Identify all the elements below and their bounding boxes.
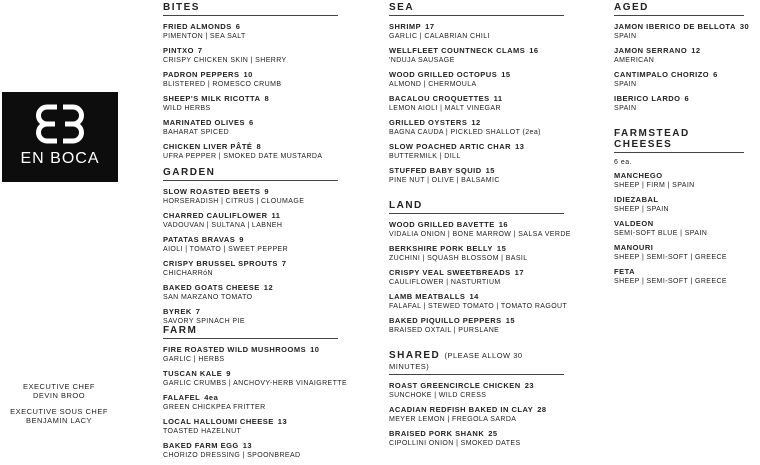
section-price-note: 6 ea.: [614, 159, 633, 166]
menu-item-price: 6: [713, 70, 718, 79]
menu-item-description: PIMENTON | SEA SALT: [163, 32, 246, 40]
menu-item-price: 11: [271, 211, 281, 220]
menu-item-name: CANTIMPALO CHORIZO: [614, 70, 710, 79]
menu-item-name: BACALOU CROQUETTES: [389, 94, 490, 103]
menu-item: [389, 220, 571, 239]
menu-item-name-row: [163, 211, 338, 221]
menu-section: [163, 167, 338, 331]
menu-item-name-row: [614, 94, 744, 104]
menu-item-name-row: [614, 46, 744, 56]
menu-section: [389, 350, 564, 453]
menu-item-price: 25: [488, 429, 498, 438]
menu-item-price: 23: [524, 381, 535, 390]
menu-section: [163, 325, 348, 465]
menu-section: [389, 200, 571, 340]
menu-item-name: WOOD GRILLED OCTOPUS: [389, 70, 498, 79]
menu-item-name: JAMON IBERICO DE BELLOTA: [614, 22, 736, 31]
menu-item-description: BRAISED OXTAIL | PURSLANE: [389, 326, 500, 334]
menu-item-name-row: [163, 142, 338, 152]
menu-item-name-row: [163, 417, 338, 427]
menu-item-name: BERKSHIRE PORK BELLY: [389, 244, 493, 253]
menu-item-name: CHARRED CAULIFLOWER: [163, 211, 268, 220]
menu-item-price: 12: [471, 118, 481, 127]
menu-item: [163, 417, 338, 436]
section-title-text: FARMSTEAD CHEESES: [614, 128, 690, 150]
menu-item-name: IDIEZABAL: [614, 195, 659, 204]
menu-item-description: SAN MARZANO TOMATO: [163, 293, 253, 301]
menu-item: [389, 244, 564, 263]
menu-item: [614, 94, 744, 113]
menu-item-name: CRISPY VEAL SWEETBREADS: [389, 268, 511, 277]
menu-item-price: 17: [425, 22, 435, 31]
menu-item-description: CIPOLLINI ONION | SMOKED DATES: [389, 439, 521, 447]
menu-item-price: 6: [684, 94, 690, 103]
menu-item-name-row: [163, 393, 338, 403]
menu-item-name-row: [163, 369, 338, 379]
menu-item-description: FALAFAL | STEWED TOMATO | TOMATO RAGOUT: [389, 302, 568, 310]
menu-item-description: SAVORY SPINACH PIE: [163, 317, 245, 325]
menu-item-name-row: [614, 243, 744, 253]
section-title: [163, 325, 338, 339]
menu-item-name-row: [389, 292, 564, 302]
menu-item-description: LEMON AIOLI | MALT VINEGAR: [389, 104, 501, 112]
menu-item: [614, 22, 750, 41]
menu-item-name-row: [389, 429, 564, 439]
section-title: [389, 350, 564, 375]
menu-item-name: ROAST GREENCIRCLE CHICKEN: [389, 381, 521, 390]
menu-item: [614, 267, 744, 286]
menu-item-name: CHICKEN LIVER PÂTÉ: [163, 142, 253, 151]
menu-item: [163, 259, 338, 278]
section-title-note: (PLEASE ALLOW 30 MINUTES): [389, 351, 523, 371]
menu-item-name: BAKED FARM EGG: [163, 441, 239, 450]
menu-item: [389, 381, 564, 400]
menu-item: [163, 345, 338, 364]
menu-item: [614, 171, 744, 190]
menu-item: [389, 118, 564, 137]
section-title-text: FARM: [163, 325, 198, 336]
menu-item: [163, 46, 338, 65]
menu-item-description: CHICHARRóN: [163, 269, 213, 277]
section-title-text: BITES: [163, 2, 200, 13]
menu-item-name-row: [389, 46, 564, 56]
menu-item-name-row: [163, 307, 338, 317]
menu-item-name: JAMON SERRANO: [614, 46, 688, 55]
menu-item-name: LOCAL HALLOUMI CHEESE: [163, 417, 274, 426]
menu-item: [163, 22, 338, 41]
menu-item-name-row: [389, 22, 564, 32]
menu-item-name-row: [389, 268, 564, 278]
menu-item-name-row: [614, 70, 744, 80]
menu-item-price: 6: [235, 22, 241, 31]
menu-item-name: BYREK: [163, 307, 192, 316]
menu-item-name: BAKED GOATS CHEESE: [163, 283, 260, 292]
menu-item-name: TUSCAN KALE: [163, 369, 223, 378]
menu-item-price: 9: [239, 235, 244, 244]
menu-item: [163, 142, 338, 161]
menu-item: [614, 70, 744, 89]
menu-item-description: SHEEP | SEMI-SOFT | GREECE: [614, 277, 727, 285]
menu-item: [389, 292, 568, 311]
menu-item-name: ACADIAN REDFISH BAKED IN CLAY: [389, 405, 534, 414]
menu-item-description: SUNCHOKE | WILD CRESS: [389, 391, 487, 399]
menu-item-description: UFRA PEPPER | SMOKED DATE MUSTARDA: [163, 152, 323, 160]
menu-item-name: SLOW ROASTED BEETS: [163, 187, 261, 196]
menu-item-description: GARLIC CRUMBS | ANCHOVY-HERB VINAIGRETTE: [163, 379, 348, 387]
menu-item-name: FALAFEL: [163, 393, 201, 402]
menu-section: [614, 128, 744, 291]
menu-item: [163, 187, 338, 206]
menu-item-name-row: [389, 220, 564, 230]
menu-item-description: BAHARAT SPICED: [163, 128, 230, 136]
menu-item-name-row: [163, 345, 338, 355]
menu-section: [389, 2, 564, 190]
menu-item-name: PINTXO: [163, 46, 194, 55]
menu-item-price: 9: [226, 369, 231, 378]
menu-item: [163, 441, 338, 460]
menu-item-description: GARLIC | CALABRIAN CHILI: [389, 32, 490, 40]
menu-item-price: 10: [310, 345, 320, 354]
menu-item-price: 10: [243, 70, 253, 79]
section-title-text: SEA: [389, 2, 415, 13]
menu-item-name: IBERICO LARDO: [614, 94, 681, 103]
menu-item: [389, 142, 564, 161]
menu-item: [389, 405, 564, 424]
menu-item-price: 8: [264, 94, 270, 103]
menu-item-name-row: [389, 381, 564, 391]
menu-item-description: GREEN CHICKPEA FRITTER: [163, 403, 266, 411]
menu-item-name: BRAISED PORK SHANK: [389, 429, 485, 438]
menu-item-name-row: [614, 219, 744, 229]
menu-item-name-row: [163, 70, 338, 80]
menu-item-description: SHEEP | SPAIN: [614, 205, 669, 213]
menu-item-name: FRIED ALMONDS: [163, 22, 232, 31]
menu-item: [389, 166, 564, 185]
menu-item-description: VADOUVAN | SULTANA | LABNEH: [163, 221, 283, 229]
menu-item-name-row: [163, 94, 338, 104]
section-title: [163, 2, 338, 16]
menu-item-name-row: [389, 405, 564, 415]
menu-item-description: VIDALIA ONION | BONE MARROW | SALSA VERDE: [389, 230, 571, 238]
menu-item-price: 13: [277, 417, 288, 426]
menu-item-price: 15: [485, 166, 495, 175]
credit-name: BENJAMIN LACY: [25, 416, 93, 425]
section-title: [163, 167, 338, 181]
menu-item-name-row: [614, 195, 744, 205]
menu-item-name: SLOW POACHED ARTIC CHAR: [389, 142, 512, 151]
credit-executive-chef: [0, 382, 118, 400]
credit-role: EXECUTIVE CHEF: [22, 382, 95, 391]
menu-item-price: 16: [498, 220, 509, 229]
chef-credits: [0, 382, 118, 432]
menu-item: [614, 46, 744, 65]
menu-item-description: TOASTED HAZELNUT: [163, 427, 242, 435]
menu-item-price: 9: [264, 187, 270, 196]
menu-item-name-row: [614, 22, 750, 32]
menu-item-price: 12: [691, 46, 701, 55]
menu-item-name-row: [389, 316, 564, 326]
menu-item-name-row: [163, 235, 338, 245]
menu-item-name: MANOURI: [614, 243, 654, 252]
menu-item-price: 7: [281, 259, 287, 268]
menu-item-name-row: [163, 46, 338, 56]
menu-item: [614, 219, 744, 238]
menu-item-name-row: [163, 283, 338, 293]
menu-item: [163, 235, 338, 254]
menu-item: [389, 46, 564, 65]
menu-item-description: 'NDUJA SAUSAGE: [389, 56, 455, 64]
menu-item-description: ALMOND | CHERMOULA: [389, 80, 477, 88]
menu-item-name: STUFFED BABY SQUID: [389, 166, 482, 175]
menu-item-name-row: [614, 267, 744, 277]
menu-item-name-row: [389, 166, 564, 176]
menu-section: [614, 2, 750, 118]
menu-item-description: PINE NUT | OLIVE | BALSAMIC: [389, 176, 500, 184]
menu-item-name: PADRON PEPPERS: [163, 70, 240, 79]
menu-item-name: GRILLED OYSTERS: [389, 118, 468, 127]
menu-item: [389, 316, 564, 335]
menu-item: [614, 195, 744, 214]
menu-item-price: 12: [263, 283, 274, 292]
credit-executive-sous-chef: [0, 407, 118, 425]
menu-item-name: SHRIMP: [389, 22, 422, 31]
menu-item-description: SHEEP | FIRM | SPAIN: [614, 181, 695, 189]
eb-monogram-icon: [35, 102, 85, 146]
menu-item-description: BAGNA CAUDA | PICKLED SHALLOT (2ea): [389, 128, 541, 136]
menu-item: [389, 429, 564, 448]
menu-item: [163, 70, 338, 89]
menu-item: [163, 118, 338, 137]
menu-item-price: 14: [469, 292, 479, 301]
menu-item-price: 15: [496, 244, 507, 253]
menu-item-name-row: [389, 142, 564, 152]
section-title-text: LAND: [389, 200, 423, 211]
menu-item-price: 30: [739, 22, 750, 31]
menu-item: [389, 268, 564, 287]
section-title-text: AGED: [614, 2, 649, 13]
menu-item-description: BUTTERMILK | DILL: [389, 152, 461, 160]
menu-item-name-row: [163, 259, 338, 269]
menu-item-description: ZUCHINI | SQUASH BLOSSOM | BASIL: [389, 254, 528, 262]
menu-item-price: 28: [537, 405, 547, 414]
menu-item-name: BAKED PIQUILLO PEPPERS: [389, 316, 502, 325]
menu-item-name: VALDEON: [614, 219, 654, 228]
menu-item-price: 11: [493, 94, 503, 103]
section-title: [614, 2, 744, 16]
menu-item: [163, 211, 338, 230]
menu-item-price: 7: [195, 307, 201, 316]
menu-item-name-row: [163, 118, 338, 128]
menu-item-price: 7: [197, 46, 203, 55]
menu-item: [163, 94, 338, 113]
menu-item-description: WILD HERBS: [163, 104, 211, 112]
menu-item-description: HORSERADISH | CITRUS | CLOUMAGE: [163, 197, 305, 205]
credit-name: DEVIN BROO: [32, 391, 86, 400]
section-title: [614, 128, 744, 153]
menu-item-name: MARINATED OLIVES: [163, 118, 246, 127]
menu-item-price: 15: [501, 70, 511, 79]
menu-item-name-row: [389, 70, 564, 80]
menu-item: [614, 243, 744, 262]
menu-item-price: 13: [242, 441, 253, 450]
section-title: [389, 2, 564, 16]
menu-item-description: SPAIN: [614, 32, 637, 40]
menu-item-price: 16: [529, 46, 539, 55]
menu-item-name: CRISPY BRUSSEL SPROUTS: [163, 259, 278, 268]
menu-item-price: 4ea: [204, 393, 219, 402]
menu-item-name-row: [389, 94, 564, 104]
menu-item-description: AMERICAN: [614, 56, 655, 64]
menu-item: [163, 283, 338, 302]
menu-item: [163, 307, 338, 326]
menu-item-name: MANCHEGO: [614, 171, 663, 180]
menu-section: [163, 2, 338, 166]
menu-item-name: WELLFLEET COUNTNECK CLAMS: [389, 46, 526, 55]
menu-item: [163, 369, 348, 388]
menu-item: [389, 94, 564, 113]
menu-item-name-row: [614, 171, 744, 181]
menu-item-description: SHEEP | SEMI-SOFT | GREECE: [614, 253, 727, 261]
menu-item-name: LAMB MEATBALLS: [389, 292, 466, 301]
menu-item-description: GARLIC | HERBS: [163, 355, 225, 363]
menu-item-name-row: [163, 22, 338, 32]
menu-item-price: 17: [514, 268, 525, 277]
brand-name: EN BOCA: [20, 150, 100, 167]
menu-item: [389, 22, 564, 41]
menu-item: [389, 70, 564, 89]
menu-item-description: BLISTERED | ROMESCO CRUMB: [163, 80, 282, 88]
menu-item-name: FIRE ROASTED WILD MUSHROOMS: [163, 345, 307, 354]
menu-item-description: AIOLI | TOMATO | SWEET PEPPER: [163, 245, 289, 253]
menu-item-description: CHORIZO DRESSING | SPOONBREAD: [163, 451, 301, 459]
section-title-text: GARDEN: [163, 167, 216, 178]
menu-item-name: WOOD GRILLED BAVETTE: [389, 220, 495, 229]
menu-item-name: SHEEP'S MILK RICOTTA: [163, 94, 261, 103]
menu-item-description: SEMI-SOFT BLUE | SPAIN: [614, 229, 708, 237]
menu-item-name: FETA: [614, 267, 636, 276]
credit-role: EXECUTIVE SOUS CHEF: [10, 407, 108, 416]
section-title-text: SHARED: [389, 350, 441, 361]
menu-item-description: MEYER LEMON | FREGOLA SARDA: [389, 415, 517, 423]
menu-item-name-row: [389, 244, 564, 254]
menu-item-name: PATATAS BRAVAS: [163, 235, 236, 244]
menu-item-name-row: [163, 441, 338, 451]
menu-item: [163, 393, 338, 412]
menu-item-price: 8: [256, 142, 262, 151]
menu-item-description: SPAIN: [614, 80, 637, 88]
menu-item-description: SPAIN: [614, 104, 637, 112]
brand-logo: [2, 92, 118, 182]
menu-item-price: 13: [515, 142, 525, 151]
menu-item-description: CAULIFLOWER | NASTURTIUM: [389, 278, 501, 286]
section-title: [389, 200, 564, 214]
menu-item-name-row: [163, 187, 338, 197]
menu-item-price: 6: [249, 118, 254, 127]
menu-item-description: CRISPY CHICKEN SKIN | SHERRY: [163, 56, 287, 64]
menu-item-price: 15: [505, 316, 516, 325]
menu-item-name-row: [389, 118, 564, 128]
